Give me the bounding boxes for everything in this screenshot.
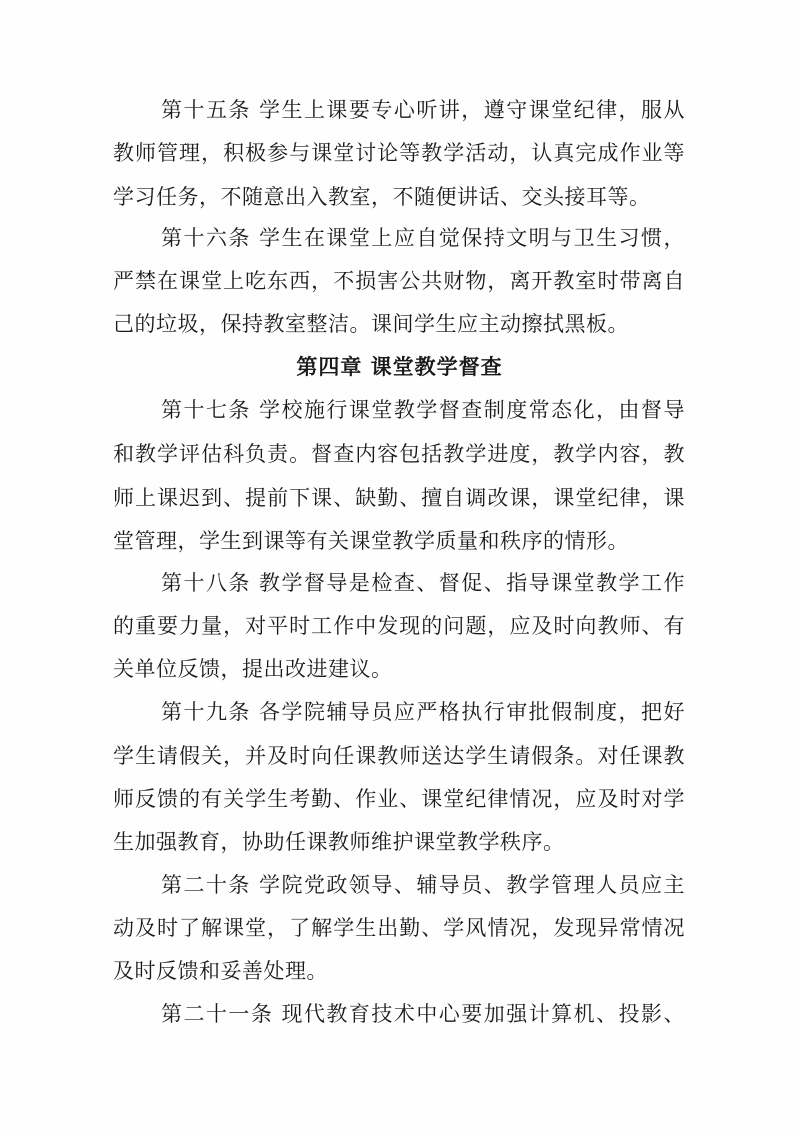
article-20-line-1: 第二十条 学院党政领导、辅导员、教学管理人员应主 [161, 873, 685, 897]
article-19-line-1: 第十九条 各学院辅导员应严格执行审批假制度，把好 [161, 700, 685, 724]
article-19-line-2: 学生请假关，并及时向任课教师送达学生请假条。对任课教 [113, 744, 685, 768]
article-15-line-1: 第十五条 学生上课要专心听讲，遵守课堂纪律，服从 [161, 98, 685, 122]
chapter-4-heading: 第四章 课堂教学督查 [296, 354, 503, 379]
article-17-line-1: 第十七条 学校施行课堂教学督查制度常态化，由督导 [161, 398, 685, 422]
article-18-line-1: 第十八条 教学督导是检查、督促、指导课堂教学工作 [161, 571, 685, 595]
article-15-line-2: 教师管理，积极参与课堂讨论等教学活动，认真完成作业等 [113, 141, 685, 165]
article-20-line-2: 动及时了解课堂，了解学生出勤、学风情况，发现异常情况 [113, 916, 685, 940]
article-20-line-3: 及时反馈和妥善处理。 [113, 959, 328, 983]
article-17-line-4: 堂管理，学生到课等有关课堂教学质量和秩序的情形。 [113, 529, 629, 553]
article-18-line-2: 的重要力量，对平时工作中发现的问题，应及时向教师、有 [113, 614, 685, 638]
article-15-line-3: 学习任务，不随意出入教室，不随便讲话、交头接耳等。 [113, 185, 651, 209]
article-16-line-3: 己的垃圾，保持教室整洁。课间学生应主动擦拭黑板。 [113, 312, 629, 336]
article-16-line-2: 严禁在课堂上吃东西，不损害公共财物，离开教室时带离自 [113, 269, 685, 293]
article-17-line-2: 和教学评估科负责。督查内容包括教学进度，教学内容，教 [113, 442, 685, 466]
article-21-line-1: 第二十一条 现代教育技术中心要加强计算机、投影、 [161, 1002, 685, 1026]
article-16-line-1: 第十六条 学生在课堂上应自觉保持文明与卫生习惯， [161, 226, 685, 250]
article-17-line-3: 师上课迟到、提前下课、缺勤、擅自调改课，课堂纪律，课 [113, 486, 685, 510]
article-19-line-4: 生加强教育，协助任课教师维护课堂教学秩序。 [113, 830, 565, 854]
article-18-line-3: 关单位反馈，提出改进建议。 [113, 657, 393, 681]
article-19-line-3: 师反馈的有关学生考勤、作业、课堂纪律情况，应及时对学 [113, 787, 685, 811]
